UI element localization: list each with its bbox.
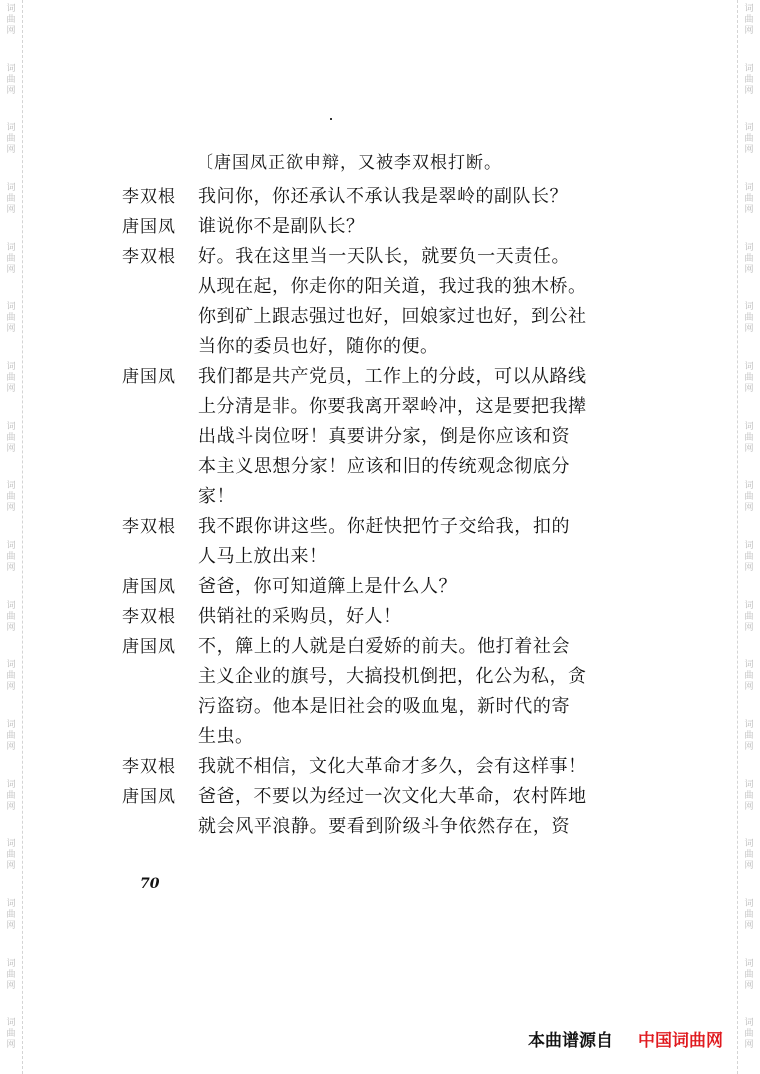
watermark-char: 词 (6, 302, 16, 313)
stage-direction: 〔唐国凤正欲申辩，又被李双根打断。 (196, 153, 502, 173)
dialogue-text: 上分清是非。你要我离开翠岭冲，这是要把我撵 (198, 396, 587, 417)
dialogue-line (0, 182, 760, 212)
watermark-repeat (3, 955, 19, 1015)
watermark-char: 网 (744, 145, 754, 156)
dialogue-line (0, 422, 760, 452)
speaker-name: 唐国凤 (122, 577, 176, 597)
dialogue-line (0, 662, 760, 692)
watermark-char: 网 (6, 1040, 16, 1051)
watermark-char: 曲 (744, 492, 754, 503)
watermark-char: 曲 (744, 552, 754, 563)
dialogue-text: 从现在起，你走你的阳关道，我过我的独木桥。 (198, 276, 587, 297)
dialogue-text: 家！ (198, 486, 235, 507)
watermark-char: 词 (6, 123, 16, 134)
watermark-char: 网 (6, 801, 16, 812)
watermark-char: 网 (6, 622, 16, 633)
dialogue-line (0, 242, 760, 272)
watermark-char: 词 (6, 839, 16, 850)
watermark-char: 曲 (6, 1029, 16, 1040)
watermark-char: 词 (744, 481, 754, 492)
watermark-char: 词 (744, 183, 754, 194)
dialogue-text: 当你的委员也好，随你的便。 (198, 336, 439, 357)
watermark-char: 词 (744, 123, 754, 134)
dialogue-line (0, 692, 760, 722)
watermark-char: 词 (744, 63, 754, 74)
dialogue-text: 谁说你不是副队长？ (198, 216, 365, 237)
watermark-char: 网 (6, 861, 16, 872)
dialogue-text: 人马上放出来！ (198, 546, 328, 567)
dialogue-line (0, 482, 760, 512)
watermark-char: 网 (744, 742, 754, 753)
watermark-char: 词 (6, 421, 16, 432)
watermark-char: 网 (6, 85, 16, 96)
watermark-char: 网 (6, 205, 16, 216)
watermark-char: 词 (744, 362, 754, 373)
watermark-char: 词 (744, 839, 754, 850)
watermark-char: 曲 (744, 850, 754, 861)
watermark-char: 词 (6, 958, 16, 969)
dialogue-text: 我就不相信，文化大革命才多久，会有这样事！ (198, 756, 587, 777)
watermark-repeat (741, 895, 757, 955)
dialogue-text: 就会风平浪静。要看到阶级斗争依然存在，资 (198, 816, 570, 837)
watermark-char: 曲 (744, 910, 754, 921)
watermark-char: 网 (744, 980, 754, 991)
watermark-char: 曲 (744, 611, 754, 622)
watermark-char: 曲 (744, 194, 754, 205)
dialogue-text: 我问你，你还承认不承认我是翠岭的副队长？ (198, 186, 568, 207)
dialogue-line (0, 212, 760, 242)
watermark-char: 词 (744, 302, 754, 313)
watermark-char: 曲 (6, 671, 16, 682)
watermark-char: 网 (744, 264, 754, 275)
dialogue-line (0, 332, 760, 362)
watermark-repeat (3, 119, 19, 179)
watermark-char: 网 (744, 682, 754, 693)
watermark-char: 网 (6, 264, 16, 275)
watermark-char: 曲 (6, 373, 16, 384)
watermark-char: 曲 (744, 373, 754, 384)
watermark-char: 曲 (6, 552, 16, 563)
watermark-char: 网 (744, 324, 754, 335)
credit-site-link[interactable]: 中国词曲网 (638, 1031, 723, 1051)
watermark-char: 词 (744, 421, 754, 432)
dialogue-text: 我不跟你讲这些。你赶快把竹子交给我，扣的 (198, 516, 570, 537)
watermark-char: 曲 (6, 432, 16, 443)
dialogue-text: 好。我在这里当一天队长，就要负一天责任。 (198, 246, 570, 267)
watermark-char: 曲 (6, 850, 16, 861)
dialogue-text: 供销社的采购员，好人！ (198, 606, 402, 627)
watermark-char: 网 (744, 443, 754, 454)
dialogue-text: 你到矿上跟志强过也好，回娘家过也好，到公社 (198, 306, 587, 327)
dialogue-text: 不，簰上的人就是白爱娇的前夫。他打着社会 (198, 636, 570, 657)
watermark-char: 曲 (744, 432, 754, 443)
watermark-char: 词 (744, 720, 754, 731)
watermark-repeat (3, 835, 19, 895)
watermark-char: 网 (6, 563, 16, 574)
watermark-char: 曲 (6, 134, 16, 145)
watermark-char: 词 (744, 541, 754, 552)
watermark-char: 网 (744, 503, 754, 514)
watermark-repeat (741, 119, 757, 179)
watermark-char: 曲 (6, 790, 16, 801)
watermark-char: 词 (6, 600, 16, 611)
watermark-char: 词 (6, 660, 16, 671)
dialogue-line (0, 752, 760, 782)
stray-mark (330, 118, 332, 120)
watermark-repeat (3, 895, 19, 955)
speaker-name: 李双根 (122, 607, 176, 627)
speaker-name: 李双根 (122, 757, 176, 777)
dialogue-text: 生虫。 (198, 726, 254, 747)
speaker-name: 李双根 (122, 247, 176, 267)
watermark-char: 曲 (6, 492, 16, 503)
watermark-char: 词 (6, 63, 16, 74)
watermark-repeat (741, 1014, 757, 1074)
watermark-char: 词 (744, 4, 754, 14)
watermark-char: 曲 (744, 15, 754, 25)
watermark-char: 网 (6, 443, 16, 454)
dialogue-line (0, 272, 760, 302)
dialogue-line (0, 452, 760, 482)
watermark-char: 词 (6, 183, 16, 194)
watermark-char: 词 (6, 4, 16, 14)
watermark-repeat (741, 60, 757, 120)
watermark-char: 网 (744, 563, 754, 574)
watermark-char: 词 (744, 1018, 754, 1029)
dialogue-line (0, 722, 760, 752)
dialogue-line (0, 362, 760, 392)
watermark-char: 词 (744, 660, 754, 671)
watermark-char: 曲 (6, 253, 16, 264)
watermark-char: 网 (744, 861, 754, 872)
watermark-char: 曲 (744, 74, 754, 85)
watermark-char: 词 (744, 899, 754, 910)
watermark-char: 网 (6, 26, 16, 36)
watermark-char: 网 (744, 85, 754, 96)
speaker-name: 唐国凤 (122, 637, 176, 657)
watermark-char: 词 (744, 242, 754, 253)
watermark-char: 词 (6, 1018, 16, 1029)
watermark-char: 词 (744, 779, 754, 790)
dialogue-line (0, 392, 760, 422)
watermark-char: 词 (6, 779, 16, 790)
dialogue-line (0, 572, 760, 602)
watermark-char: 网 (6, 742, 16, 753)
watermark-char: 曲 (744, 671, 754, 682)
watermark-char: 网 (744, 26, 754, 36)
watermark-char: 曲 (6, 910, 16, 921)
speaker-name: 唐国凤 (122, 217, 176, 237)
watermark-char: 曲 (744, 134, 754, 145)
dialogue-text: 爸爸，不要以为经过一次文化大革命，农村阵地 (198, 786, 587, 807)
dialogue-line (0, 542, 760, 572)
page-number: 70 (140, 876, 160, 892)
watermark-char: 曲 (6, 611, 16, 622)
watermark-repeat (3, 0, 19, 60)
watermark-char: 词 (6, 242, 16, 253)
watermark-char: 曲 (744, 969, 754, 980)
watermark-repeat (741, 955, 757, 1015)
dialogue-text: 本主义思想分家！应该和旧的传统观念彻底分 (198, 456, 570, 477)
watermark-char: 词 (744, 600, 754, 611)
credit-source-label: 本曲谱源自 (528, 1031, 613, 1051)
dialogue-line (0, 602, 760, 632)
watermark-repeat (741, 835, 757, 895)
watermark-char: 曲 (6, 313, 16, 324)
dialogue-text: 污盗窃。他本是旧社会的吸血鬼，新时代的寄 (198, 696, 570, 717)
watermark-char: 曲 (6, 74, 16, 85)
watermark-char: 词 (6, 481, 16, 492)
watermark-char: 网 (744, 205, 754, 216)
speaker-name: 李双根 (122, 517, 176, 537)
watermark-char: 网 (744, 1040, 754, 1051)
dialogue-text: 爸爸，你可知道簰上是什么人？ (198, 576, 457, 597)
watermark-repeat (3, 1014, 19, 1074)
speaker-name: 李双根 (122, 187, 176, 207)
watermark-repeat (3, 60, 19, 120)
dialogue-line (0, 302, 760, 332)
watermark-char: 词 (6, 720, 16, 731)
watermark-char: 曲 (744, 1029, 754, 1040)
dialogue-text: 我们都是共产党员，工作上的分歧，可以从路线 (198, 366, 587, 387)
dialogue-line (0, 632, 760, 662)
watermark-char: 网 (6, 921, 16, 932)
watermark-char: 词 (6, 541, 16, 552)
watermark-char: 曲 (744, 253, 754, 264)
watermark-char: 曲 (6, 194, 16, 205)
watermark-char: 词 (744, 958, 754, 969)
watermark-char: 网 (744, 622, 754, 633)
watermark-char: 网 (6, 980, 16, 991)
speaker-name: 唐国凤 (122, 787, 176, 807)
watermark-char: 网 (744, 384, 754, 395)
watermark-char: 曲 (744, 313, 754, 324)
watermark-char: 词 (6, 362, 16, 373)
watermark-repeat (741, 0, 757, 60)
dialogue-text: 出战斗岗位呀！真要讲分家，倒是你应该和资 (198, 426, 570, 447)
watermark-char: 网 (6, 682, 16, 693)
watermark-char: 曲 (6, 15, 16, 25)
watermark-char: 网 (6, 324, 16, 335)
watermark-char: 词 (6, 899, 16, 910)
watermark-char: 曲 (6, 731, 16, 742)
speaker-name: 唐国凤 (122, 367, 176, 387)
watermark-char: 曲 (6, 969, 16, 980)
dialogue-line (0, 812, 760, 842)
watermark-char: 网 (6, 384, 16, 395)
dialogue-text: 主义企业的旗号，大搞投机倒把，化公为私，贪 (198, 666, 587, 687)
watermark-char: 网 (744, 801, 754, 812)
dialogue-line (0, 779, 760, 812)
watermark-char: 网 (744, 921, 754, 932)
watermark-char: 曲 (744, 790, 754, 801)
dialogue-line (0, 512, 760, 542)
watermark-char: 曲 (744, 731, 754, 742)
watermark-char: 网 (6, 503, 16, 514)
watermark-char: 网 (6, 145, 16, 156)
